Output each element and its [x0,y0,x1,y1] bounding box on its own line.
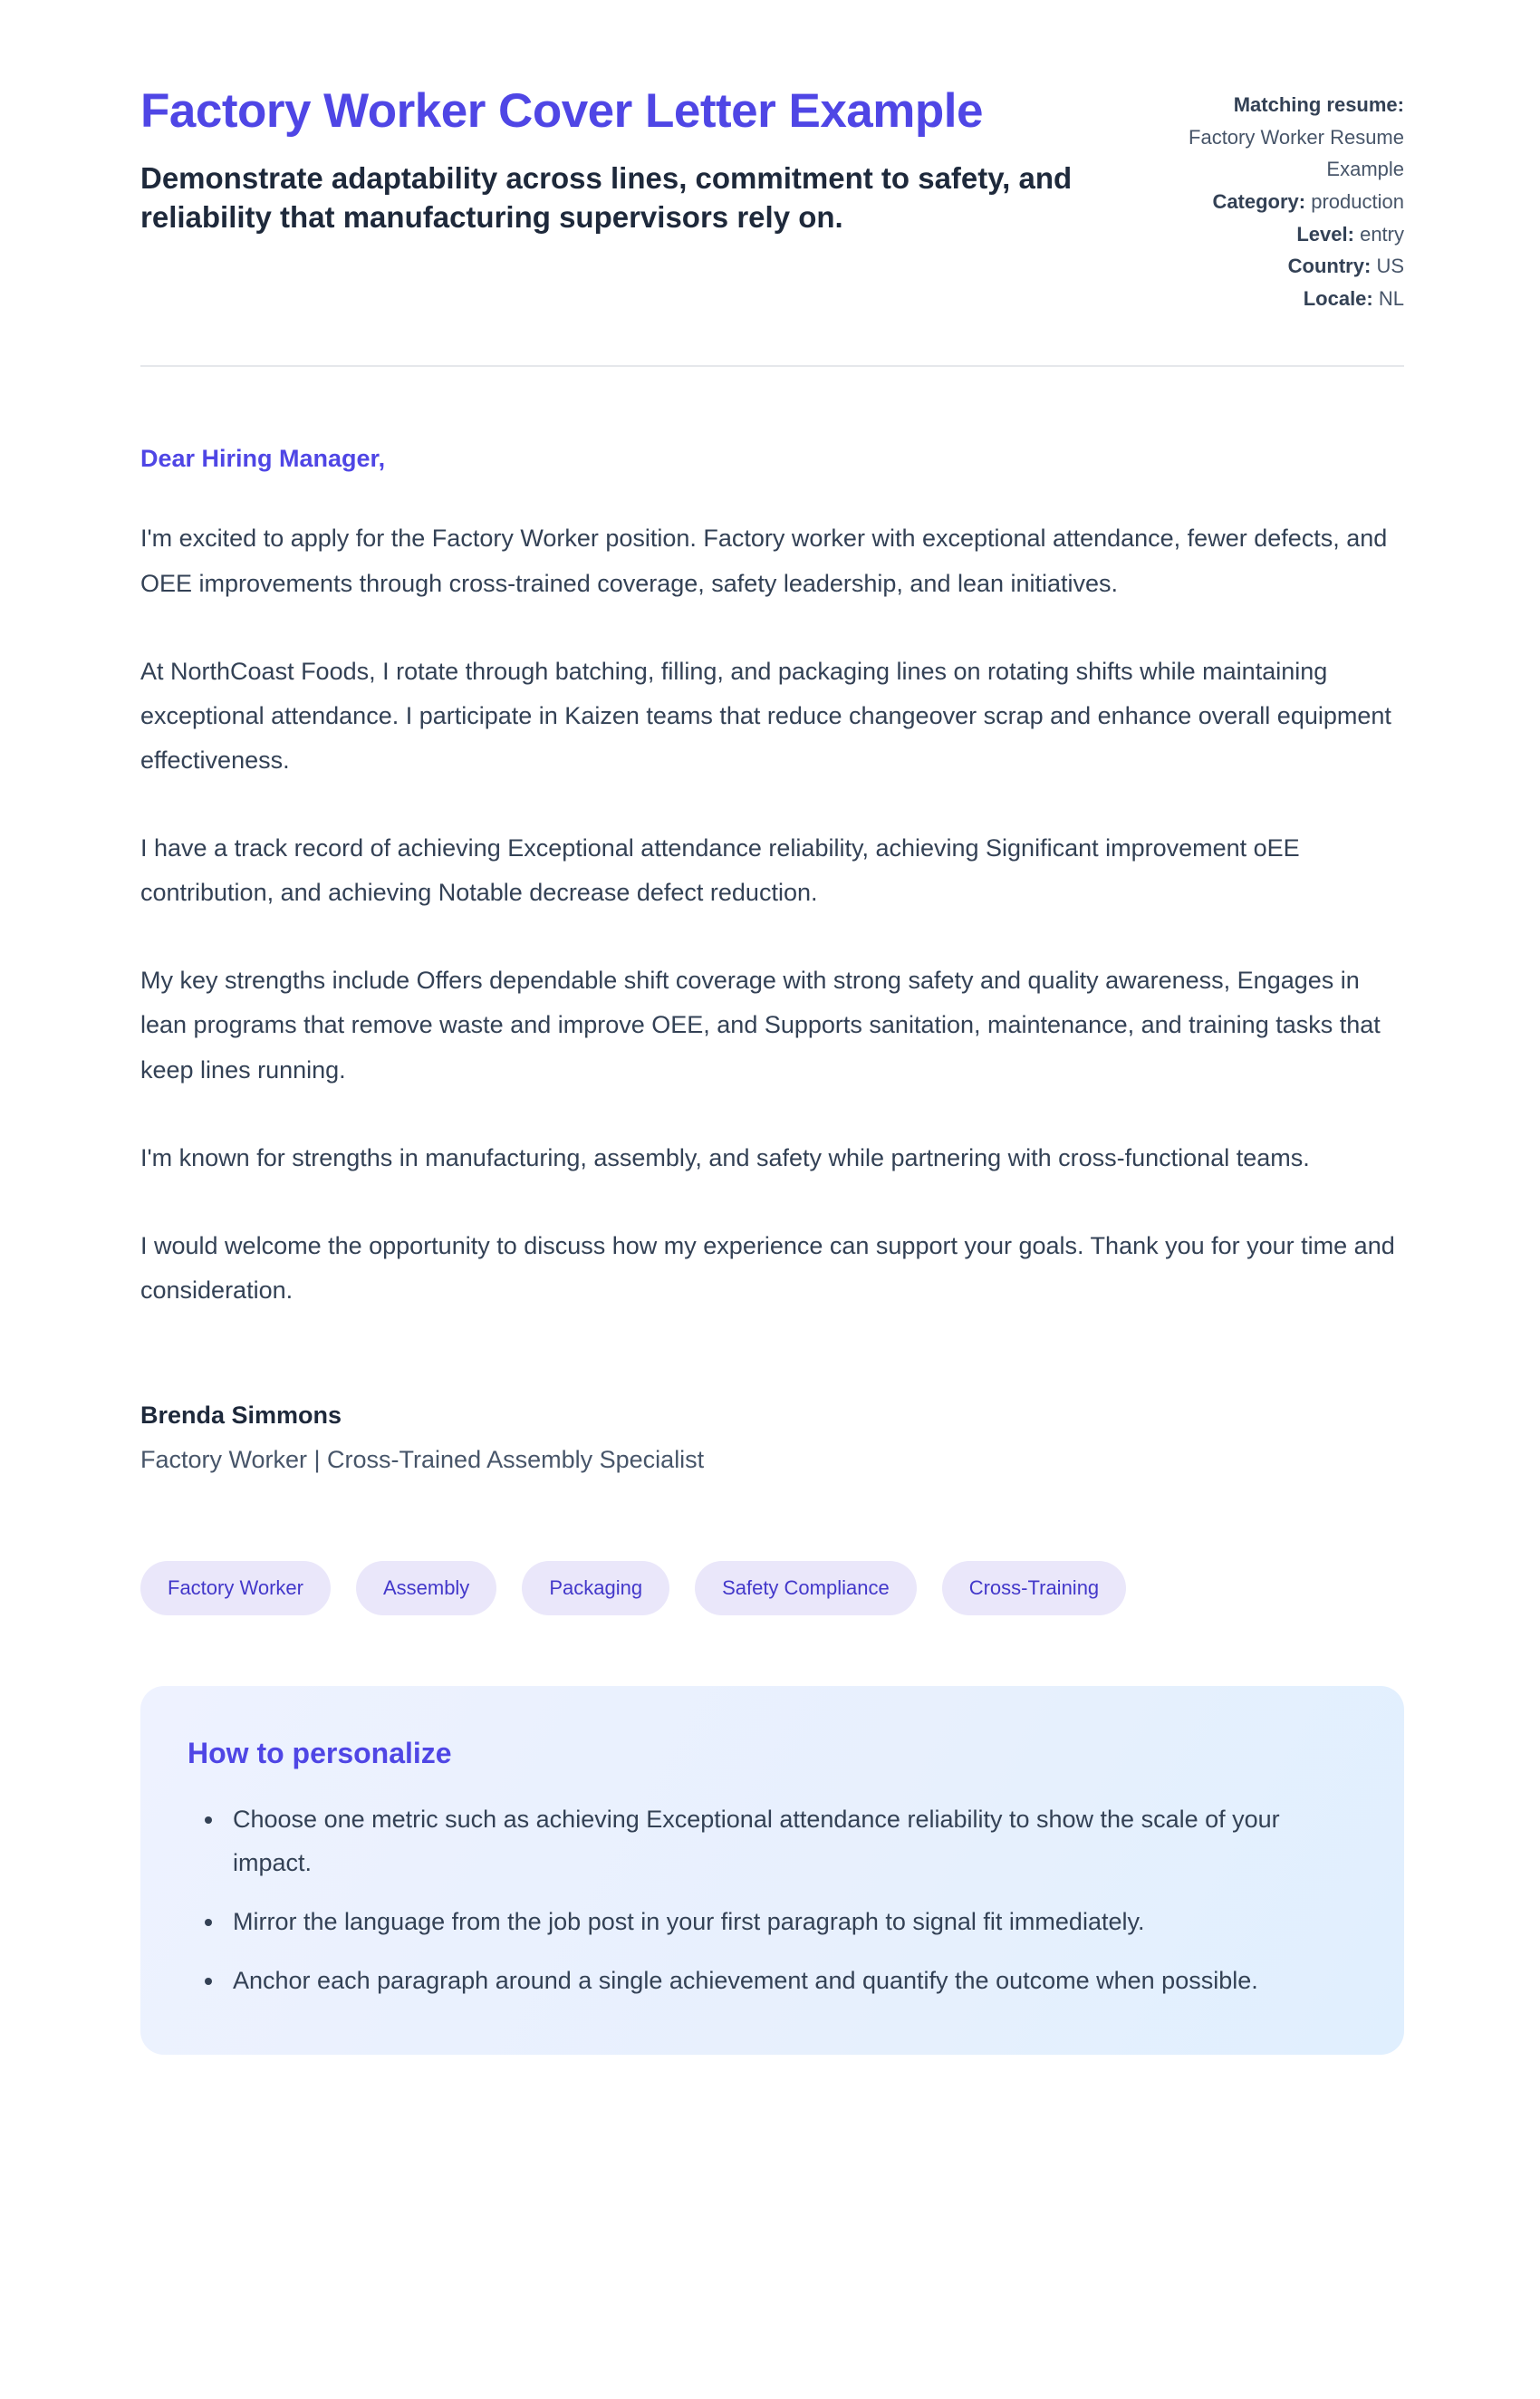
personalize-bullet: • Mirror the language from the job post in your first paragraph to signal fit immediately. [226,1900,1350,1943]
meta-row-matching-resume [1132,89,1404,186]
signature-name: Brenda Simmons [140,1402,342,1429]
meta-value: NL [1378,286,1404,310]
letter-paragraph: I'm excited to apply for the Factory Worker position. Factory worker with exceptional attendance, fewer defects, and OEE improvements through cross-trained coverage, safety leadership, and lean initiatives. [140,525,1388,597]
header-divider [140,365,1404,367]
personalize-list [188,1797,1350,2002]
meta-row-locale [1132,283,1404,315]
signature-role: Factory Worker | Cross-Trained Assembly Specialist [140,1446,705,1473]
meta-label: Level: [1296,222,1354,246]
meta-value: entry [1360,222,1404,246]
header-title-block [140,83,1096,237]
greeting: Dear Hiring Manager, [140,445,386,473]
tag-assembly[interactable]: Assembly [356,1561,496,1615]
meta-row-category [1132,186,1404,218]
tag-safety-compliance[interactable]: Safety Compliance [695,1561,917,1615]
letter-paragraph: I'm known for strengths in manufacturing, assembly, and safety while partnering with cross-functional teams. [140,1143,1310,1171]
page-subtitle: Demonstrate adaptability across lines, commitment to safety, and reliability that manufacturing supervisors rely on. [140,160,1073,235]
page-title: Factory Worker Cover Letter Example [140,84,983,138]
meta-value: US [1376,255,1404,278]
tag-packaging[interactable]: Packaging [522,1561,669,1615]
meta-value: Factory Worker Resume Example [1189,125,1404,181]
letter-paragraph: My key strengths include Offers dependable shift coverage with strong safety and quality awareness, Engages in lean programs that remove waste and improve OEE, and Supports sanitation, maintenance, and training tasks that keep lines running. [140,967,1381,1084]
meta-panel [1132,83,1404,314]
meta-value: production [1311,189,1404,213]
letter-paragraph: At NorthCoast Foods, I rotate through batching, filling, and packaging lines on rotating shifts while maintaining exceptional attendance. I participate in Kaizen teams that reduce changeover scrap and enhance overall equipment effectiveness. [140,657,1391,774]
personalize-box [140,1686,1404,2055]
letter-paragraph: I have a track record of achieving Exceptional attendance reliability, achieving Significant improvement oEE contribution, and achieving Notable decrease defect reduction. [140,834,1300,907]
letter-paragraph: I would welcome the opportunity to discuss how my experience can support your goals. Thank you for your time and consideration. [140,1231,1395,1304]
personalize-bullet: • Choose one metric such as achieving Exceptional attendance reliability to show the scale of your impact. [226,1797,1350,1884]
header [140,83,1404,314]
personalize-bullet: • Anchor each paragraph around a single achievement and quantify the outcome when possible. [226,1959,1350,2002]
meta-label: Locale: [1303,286,1373,310]
tag-list [140,1561,1404,1615]
meta-label: Country: [1287,255,1372,278]
tag-cross-training[interactable]: Cross-Training [942,1561,1126,1615]
tag-factory-worker[interactable]: Factory Worker [140,1561,331,1615]
meta-row-level [1132,218,1404,251]
personalize-title: How to personalize [188,1737,452,1769]
meta-row-country [1132,250,1404,283]
meta-label: Matching resume: [1233,93,1404,116]
letter-body [140,445,1404,2055]
meta-label: Category: [1212,189,1306,213]
